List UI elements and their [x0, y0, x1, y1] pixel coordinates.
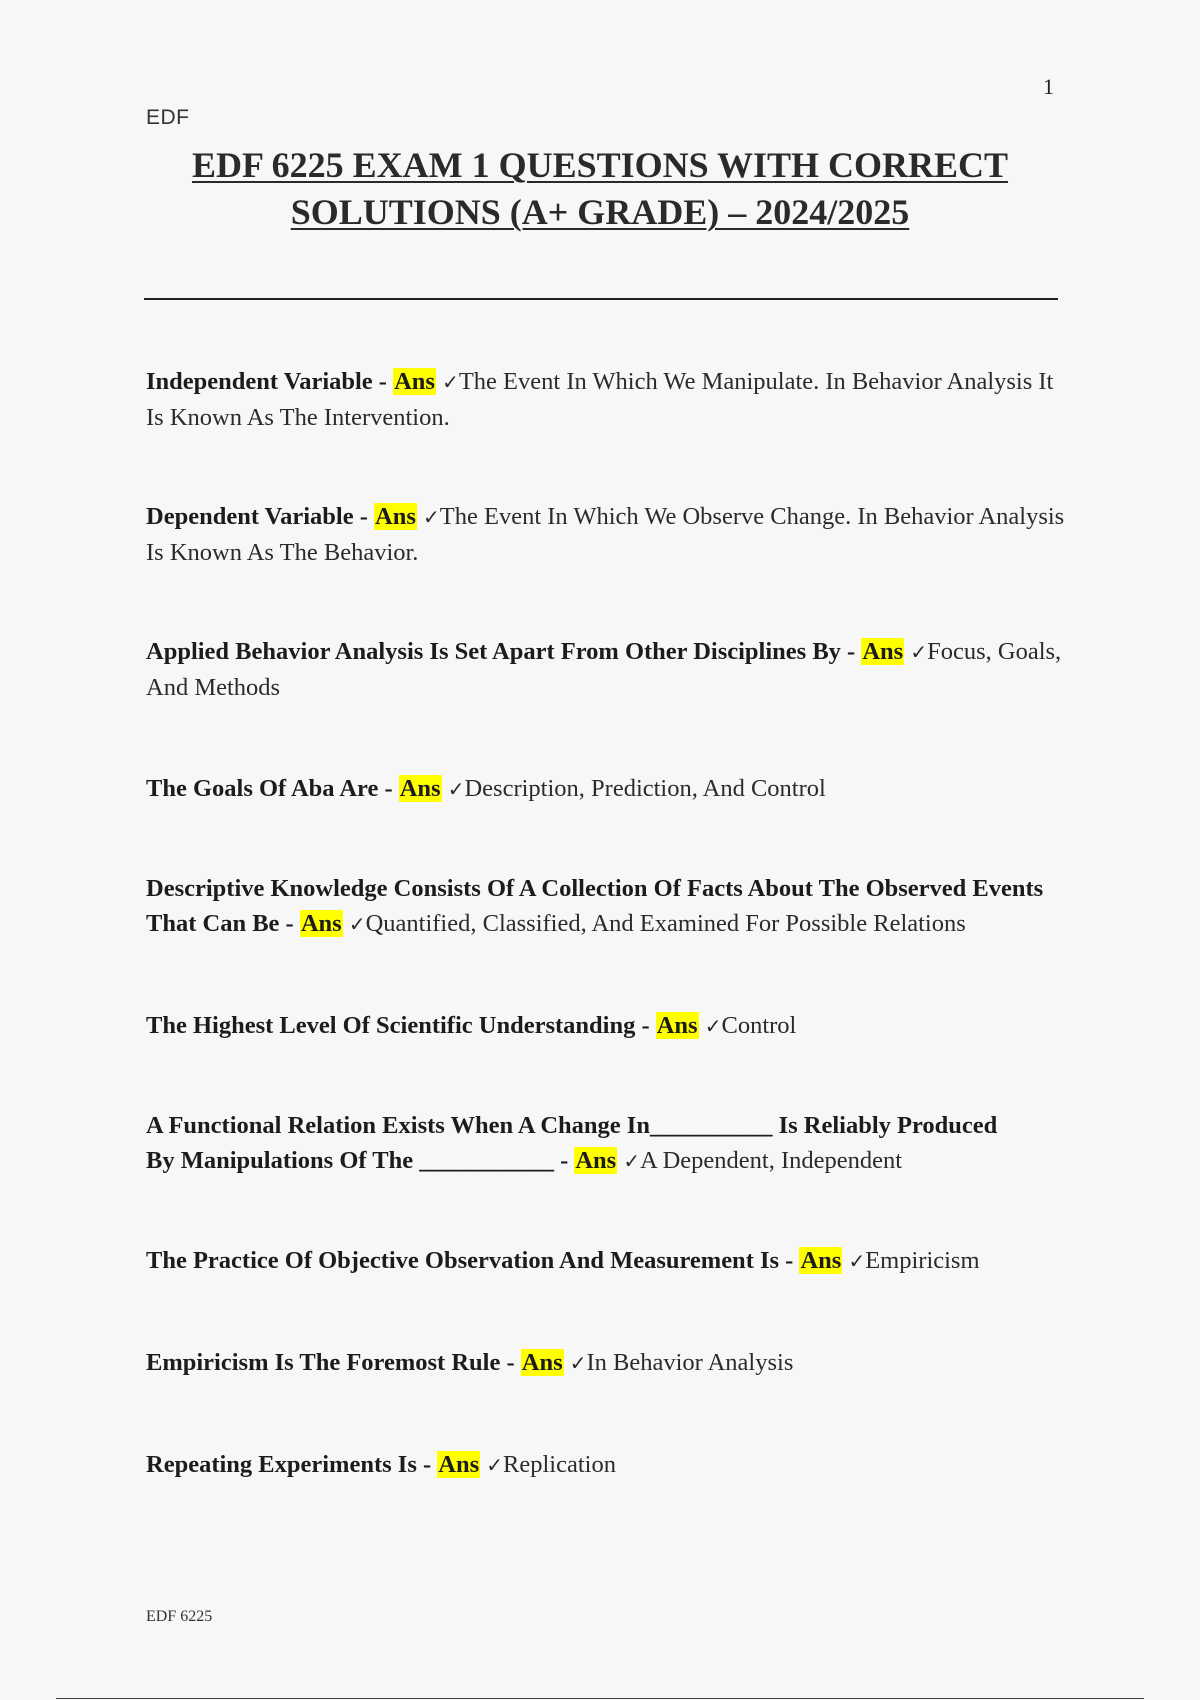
qa-item: [146, 1008, 1066, 1044]
checkmark-icon: ✓: [704, 1014, 722, 1038]
checkmark-icon: ✓: [910, 640, 928, 664]
answer-text: Quantified, Classified, And Examined For Possible Relations: [365, 910, 966, 937]
checkmark-icon: ✓: [569, 1351, 587, 1375]
ans-highlight: Ans: [300, 910, 342, 937]
qa-item: [146, 1447, 1066, 1483]
ans-highlight: Ans: [862, 638, 904, 665]
question-text: A Functional Relation Exists When A Change In__________ Is Reliably Produced By Manipulations Of The ___________ -: [146, 1112, 998, 1174]
checkmark-icon: ✓: [848, 1249, 866, 1273]
qa-item: [146, 634, 1066, 705]
header-label: EDF: [146, 106, 190, 129]
footer-divider: [56, 1698, 1144, 1699]
checkmark-icon: ✓: [623, 1149, 641, 1173]
checkmark-icon: ✓: [486, 1453, 504, 1477]
answer-text: Empiricism: [865, 1247, 980, 1274]
question-text: Repeating Experiments Is -: [146, 1451, 438, 1478]
answer-text: Focus, Goals, And Methods: [146, 638, 1062, 701]
qa-item: [146, 771, 1066, 807]
checkmark-icon: ✓: [442, 370, 459, 394]
answer-text: A Dependent, Independent: [640, 1147, 903, 1174]
qa-item: [146, 499, 1066, 570]
question-text: Descriptive Knowledge Consists Of A Collection Of Facts About The Observed Events That Can Be -: [146, 875, 1044, 937]
question-text: Dependent Variable -: [146, 503, 375, 530]
ans-highlight: Ans: [399, 775, 441, 802]
answer-text: Control: [721, 1012, 797, 1039]
question-text: The Goals Of Aba Are -: [146, 775, 399, 802]
qa-item: [146, 1243, 1066, 1279]
qa-item: [146, 364, 1066, 435]
document-title: [146, 142, 1054, 236]
ans-highlight: Ans: [375, 503, 416, 530]
question-text: The Practice Of Objective Observation And Measurement Is -: [146, 1247, 800, 1274]
qa-list: [146, 364, 1066, 1483]
ans-highlight: Ans: [800, 1247, 842, 1274]
page-number: 1: [1043, 74, 1054, 99]
qa-item: [146, 1108, 1026, 1179]
answer-text: In Behavior Analysis: [586, 1349, 794, 1376]
ans-highlight: Ans: [521, 1349, 563, 1376]
title-divider: [144, 298, 1058, 300]
question-text: Applied Behavior Analysis Is Set Apart From Other Disciplines By -: [146, 638, 862, 665]
answer-text: The Event In Which We Observe Change. In Behavior Analysis Is Known As The Behavior.: [146, 503, 1065, 566]
ans-highlight: Ans: [575, 1147, 617, 1174]
question-text: Empiricism Is The Foremost Rule -: [146, 1349, 521, 1376]
footer-label: EDF 6225: [146, 1608, 213, 1625]
question-text: Independent Variable -: [146, 368, 394, 395]
ans-highlight: Ans: [394, 368, 435, 395]
title-line-1: EDF 6225 EXAM 1 QUESTIONS WITH CORRECT: [191, 145, 1009, 185]
ans-highlight: Ans: [656, 1012, 698, 1039]
qa-item: [146, 1345, 1066, 1381]
ans-highlight: Ans: [438, 1451, 480, 1478]
title-line-2: SOLUTIONS (A+ GRADE) – 2024/2025: [290, 192, 910, 232]
answer-text: The Event In Which We Manipulate. In Behavior Analysis It Is Known As The Intervention.: [146, 368, 1054, 431]
qa-item: [146, 871, 1066, 942]
question-text: The Highest Level Of Scientific Understanding -: [146, 1012, 656, 1039]
answer-text: Replication: [503, 1451, 616, 1478]
answer-text: Description, Prediction, And Control: [464, 775, 826, 802]
checkmark-icon: ✓: [348, 912, 366, 936]
checkmark-icon: ✓: [423, 505, 440, 529]
checkmark-icon: ✓: [447, 777, 465, 801]
